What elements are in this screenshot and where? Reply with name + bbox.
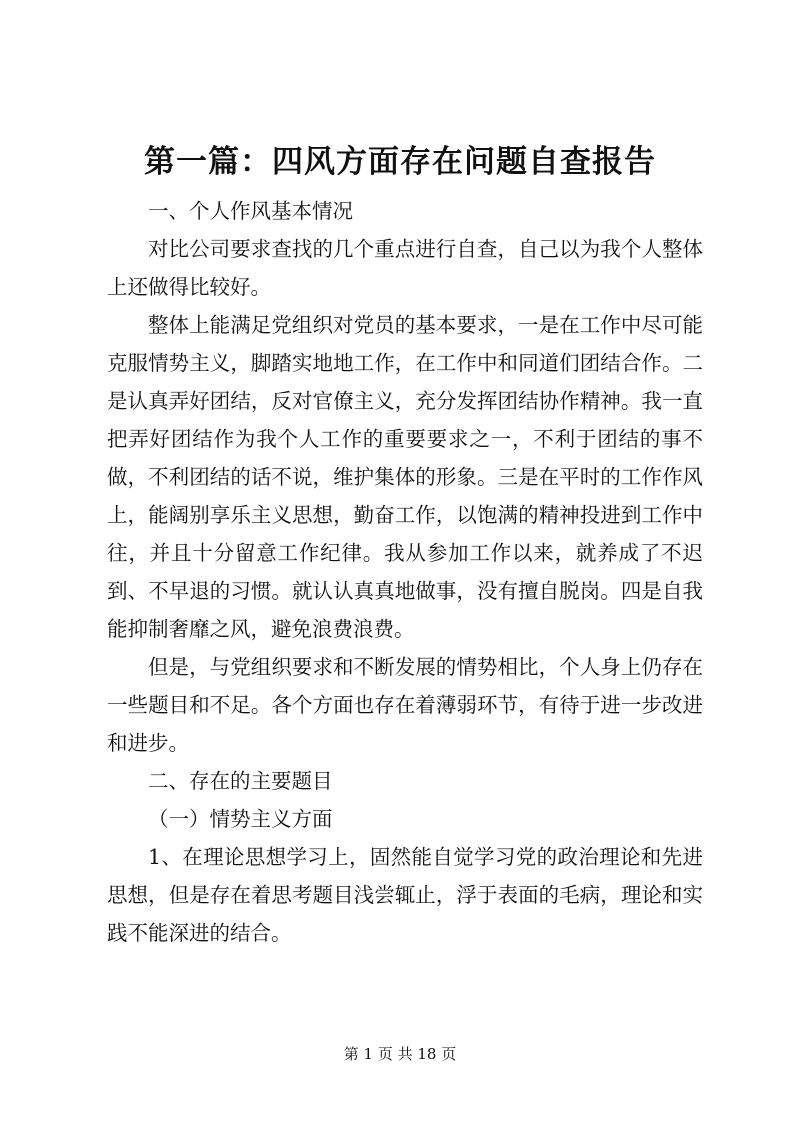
- body-paragraph: 对比公司要求查找的几个重点进行自查，自己以为我个人整体上还做得比较好。: [107, 237, 703, 299]
- section-heading: 二、存在的主要题目: [148, 769, 333, 793]
- document-title: 第一篇：四风方面存在问题自查报告: [144, 144, 656, 180]
- body-paragraph: 但是，与党组织要求和不断发展的情势相比，个人身上仍存在一些题目和不足。各个方面也存在着薄弱环节，有待于进一步改进和进步。: [107, 655, 703, 755]
- page-number: 第 1 页 共 18 页: [343, 1045, 457, 1063]
- body-paragraph: 1、在理论思想学习上，固然能自觉学习党的政治理论和先进思想，但是存在着思考题目浅尝辄止，浮于表面的毛病，理论和实践不能深进的结合。: [107, 845, 703, 945]
- subsection-heading: （一）情势主义方面: [148, 807, 333, 831]
- section-heading: 一、个人作风基本情况: [148, 199, 353, 223]
- document-body: [107, 192, 703, 952]
- body-paragraph: 整体上能满足党组织对党员的基本要求，一是在工作中尽可能克服情势主义，脚踏实地地工作，在工作中和同道们团结合作。二是认真弄好团结，反对官僚主义，充分发挥团结协作精神。我一直把弄好团结作为我个人工作的重要要求之一，不利于团结的事不做，不利团结的话不说，维护集体的形象。三是在平时的工作作风上，能阔别享乐主义思想，勤奋工作，以饱满的精神投进到工作中往，并且十分留意工作纪律。我从参加工作以来，就养成了不迟到、不早退的习惯。就认认真真地做事，没有擅自脱岗。四是自我能抑制奢靡之风，避免浪费浪费。: [107, 313, 703, 641]
